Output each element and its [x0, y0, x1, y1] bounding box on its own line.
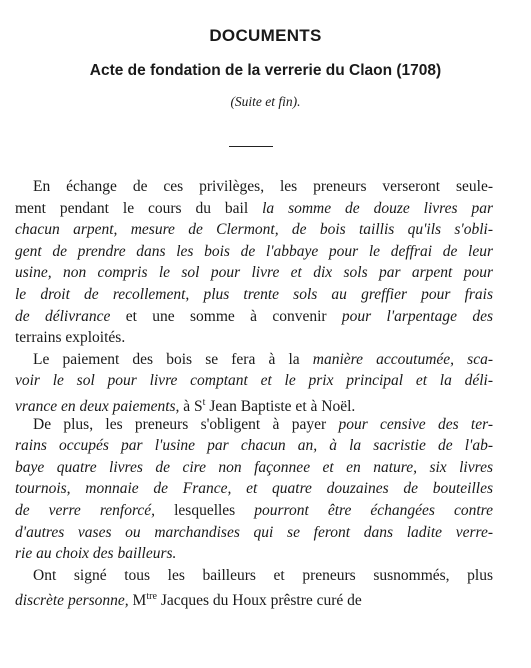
paragraph: [15, 349, 493, 414]
text-line: baye quatre livres de cire non façonnee et en nature, six livres: [15, 458, 493, 476]
text-line: rie au choix des bailleurs.: [15, 545, 177, 563]
body-text: [15, 176, 493, 608]
paragraph: [15, 176, 493, 349]
paragraph: [15, 565, 493, 608]
text-line: ment pendant le cours du bail la somme de douze livres par: [15, 199, 493, 217]
text-line: usine, non compris le sol pour livre et dix sols par arpent pour: [15, 264, 493, 282]
text-line: chacun arpent, mesure de Clermont, de bois taillis qu'ils s'obli-: [15, 221, 493, 239]
text-line: d'autres vases ou marchandises qui se feront dans ladite verre-: [15, 523, 493, 541]
text-line: terrains exploités.: [15, 329, 126, 347]
text-line: discrète personne, $M^{tre}$ Jacques du Houx prêstre curé de: [15, 591, 362, 610]
document-title: Acte de fondation de la verrerie du Claon (1708): [89, 62, 442, 79]
text-line: de verre renforcé, lesquelles pourront être échangées contre: [15, 501, 494, 519]
section-heading: DOCUMENTS: [209, 26, 322, 45]
text-line: vrance en deux paiements, à $S^t$ Jean Baptiste et à Noël.: [15, 396, 356, 416]
text-line: En échange de ces privilèges, les preneurs verseront seule-: [33, 178, 493, 195]
separator-rule: [229, 146, 273, 147]
text-line: De plus, les preneurs s'obligent à payer pour censive des ter-: [33, 415, 493, 433]
paragraph: [15, 414, 493, 565]
text-line: Le paiement des bois se fera à la manière accoutumée, sca-: [33, 350, 493, 368]
text-line: de délivrance et une somme à convenir pour l'arpentage des: [15, 307, 493, 325]
text-line: Ont signé tous les bailleurs et preneurs susnommés, plus: [33, 566, 493, 584]
text-line: gent de prendre dans les bois de l'abbaye pour le deffrai de leur: [15, 242, 493, 260]
text-line: rains occupés par l'usine par chacun an, à la sacristie de l'ab-: [15, 437, 493, 455]
text-line: voir le sol pour livre comptant et le prix principal et la déli-: [15, 372, 493, 390]
document-subtitle: (Suite et fin).: [230, 94, 301, 109]
text-line: le droit de recollement, plus trente sols au greffier pour frais: [15, 285, 493, 303]
text-line: tournois, monnaie de France, et quatre douzaines de bouteilles: [15, 480, 493, 498]
